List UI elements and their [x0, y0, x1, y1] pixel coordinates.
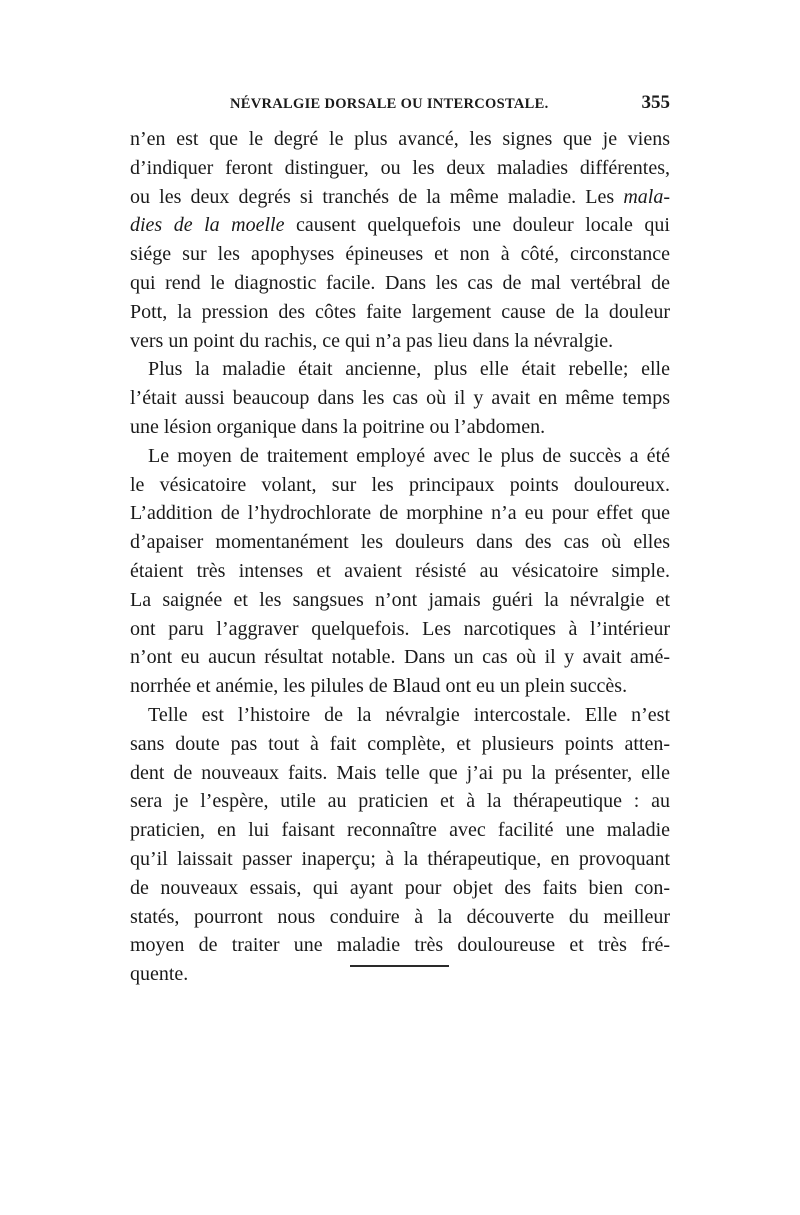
text-line: ont paru l’aggraver quelquefois. Les narcotiques à l’intérieur — [130, 617, 670, 640]
text-line: une lésion organique dans la poitrine ou l’abdomen. — [130, 415, 546, 438]
text-line: Plus la maladie était ancienne, plus elle était rebelle; elle — [148, 358, 670, 381]
text-line: sans doute pas tout à fait complète, et plusieurs points atten- — [130, 732, 670, 755]
text-line: de nouveaux essais, qui ayant pour objet des faits bien con- — [130, 876, 670, 899]
body-text — [130, 125, 670, 989]
text-line: dent de nouveaux faits. Mais telle que j’ai pu la présenter, elle — [130, 761, 670, 784]
text-line: l’était aussi beaucoup dans les cas où il y avait en même temps — [130, 387, 670, 410]
page-header — [130, 94, 670, 120]
text-line: L’addition de l’hydrochlorate de morphine n’a eu pour effet que — [130, 502, 670, 525]
italic-phrase: dies de la moelle — [130, 214, 285, 237]
text-line: dies de la moelle causent quelquefois une douleur locale qui — [130, 214, 670, 237]
text-line: praticien, en lui faisant reconnaître avec facilité une maladie — [130, 819, 670, 842]
italic-phrase: mala- — [623, 185, 670, 208]
running-title: NÉVRALGIE DORSALE OU INTERCOSTALE. — [230, 96, 549, 112]
text-line: qu’il laissait passer inaperçu; à la thérapeutique, en provoquant — [130, 847, 670, 870]
text-line: qui rend le diagnostic facile. Dans les cas de mal vertébral de — [130, 271, 670, 294]
text-line: Telle est l’histoire de la névralgie intercostale. Elle n’est — [148, 703, 670, 726]
text-line: n’ont eu aucun résultat notable. Dans un cas où il y avait amé- — [130, 646, 670, 669]
text-line: étaient très intenses et avaient résisté au vésicatoire simple. — [130, 559, 670, 582]
text-line: sera je l’espère, utile au praticien et à la thérapeutique : au — [130, 790, 670, 813]
text-line: quente. — [130, 963, 189, 986]
text-line: n’en est que le degré le plus avancé, les signes que je viens — [130, 128, 670, 150]
text-line: siége sur les apophyses épineuses et non à côté, circonstance — [130, 243, 670, 266]
text-line: d’apaiser momentanément les douleurs dans des cas où elles — [130, 531, 670, 554]
text-line: moyen de traiter une maladie très douloureuse et très fré- — [130, 934, 670, 957]
text-line: d’indiquer feront distinguer, ou les deux maladies différentes, — [130, 156, 670, 179]
text-line: ou les deux degrés si tranchés de la même maladie. Les mala- — [130, 185, 670, 208]
page-number: 355 — [641, 92, 670, 113]
text-line: statés, pourront nous conduire à la découverte du meilleur — [130, 905, 670, 928]
text-line: vers un point du rachis, ce qui n’a pas lieu dans la névralgie. — [130, 329, 614, 352]
text-line: norrhée et anémie, les pilules de Blaud ont eu un plein succès. — [130, 675, 628, 698]
text-line: Pott, la pression des côtes faite largement cause de la douleur — [130, 300, 670, 323]
text-line: La saignée et les sangsues n’ont jamais guéri la névralgie et — [130, 588, 670, 611]
end-rule — [350, 965, 449, 967]
text-line: Le moyen de traitement employé avec le plus de succès a été — [148, 444, 670, 467]
text-line: le vésicatoire volant, sur les principaux points douloureux. — [130, 473, 670, 496]
